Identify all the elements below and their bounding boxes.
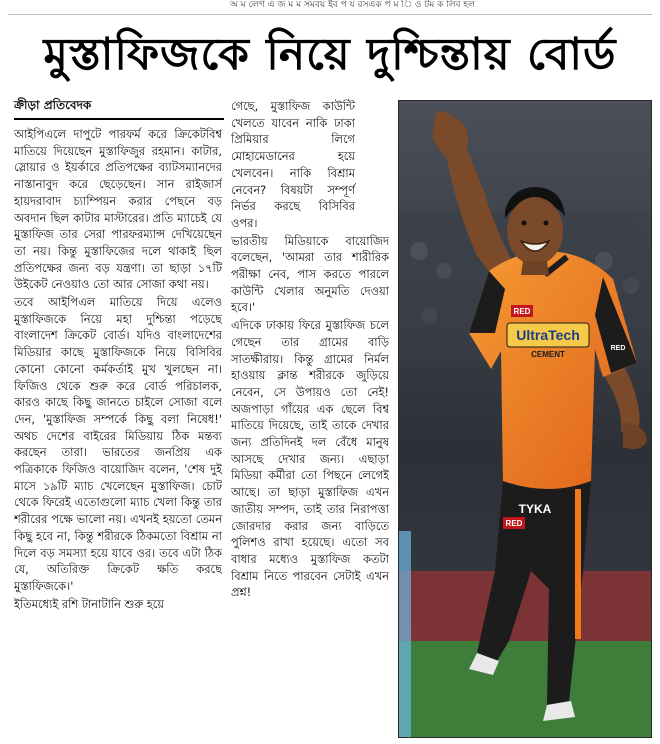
chest-brand-label: RED <box>513 307 531 316</box>
page-headline: মুস্তাফিজকে নিয়ে দুশ্চিন্তায় বোর্ড <box>43 29 617 80</box>
boundary-rope <box>399 531 411 738</box>
article-paragraph: ভারতীয় মিডিয়াকে বায়োজিদ বলেছেন, 'আমরা তার শারীরিক পরীক্ষা নেব, পাস করতে পারলে কাউন্টি খেলার অনুমতি দেওয়া হবে।' <box>231 233 389 315</box>
top-strip-text: অ ম লেগ এ জ ম ম সমবয় ইব প য রসএক প ম ি ও টম ক লিব হল <box>230 0 475 10</box>
top-divider <box>8 14 652 15</box>
player-photo <box>398 100 652 738</box>
article-paragraph: এদিকে ঢাকায় ফিরে মুস্তাফিজ চলে গেছেন তার গ্রামের বাড়ি সাতক্ষীরায়। কিন্তু গ্রামের নির্মল হাওয়ায় ক্লান্ত শরীরকে জুড়িয়ে নেবেন, সে উপায়ও তো নেই! অজপাড়া গাঁয়ের এক ছেলে বিশ্ব মাতিয়ে দিয়েছে, তাই তাকে দেখার জন্য প্রতিদিনই দল বেঁধে মানুষ আসছে দেখার জন্য। এছাড়া মিডিয়া কর্মীরা তো পিছনে লেগেই আছে। তা ছাড়া মুস্তাফিজ এখন জাতীয় সম্পদ, তাই তার নিরাপত্তা জোরদার করার জন্য বাড়িতে পুলিশও রাখা হয়েছে। এতো সব বাধার মধ্যেও মুস্তাফিজ কতটা বিশ্রাম নিতে পারবেন সেটাই এখন প্রশ্ন! <box>231 318 389 600</box>
trousers-logo-label: RED <box>505 519 523 528</box>
player-illustration <box>399 101 652 738</box>
pitch-grass <box>399 641 652 738</box>
player-neck <box>521 261 549 275</box>
player-eye-left <box>522 221 527 226</box>
byline-underline <box>14 118 224 120</box>
article-paragraph: ইতিমধ্যেই রশি টানাটানি শুরু হয়ে <box>14 596 164 611</box>
player-face <box>507 197 563 265</box>
player-eye-right <box>544 221 549 226</box>
sponsor-sublabel: CEMENT <box>531 350 565 359</box>
article-column-middle <box>231 98 389 738</box>
article-paragraph: গেছে, মুস্তাফিজ কাউন্টি খেলতে যাবেন নাকি ঢাকা প্রিমিয়ার লিগে মোহামেডানের হয়ে খেলবেন। নাকি বিশ্রাম নেবেন? বিষয়টা সম্পূর্ণ নির্ভর করছে বিসিবির ওপর। <box>231 99 355 230</box>
article-paragraph: আইপিএলে দাপুটে পারফর্ম করে ক্রিকেটবিশ্ব মাতিয়ে দিয়েছেন মুস্তাফিজুর রহমান। কাটার, স্লোয়ার ও ইয়র্কারে প্রতিপক্ষের ব্যাটসম্যানদের নাস্তানাবুদ করে ছেড়েছেন। সান রাইজার্স হায়দরাবাদ চ্যাম্পিয়ন করার পেছনে বড় অবদান ছিল কাটার মাস্টারের। প্রতি ম্যাচেই যে মুস্তাফিজ তার সেরা পারফরম্যান্স দেখিয়েছেন তা নয়। কিন্তু মুস্তাফিজের দলে থাকাই ছিল প্রতিপক্ষের জন্য বড় যন্ত্রণা। তা ছাড়া ১৭টি উইকেট নেওয়াও তো আর সোজা কথা নয়। <box>14 127 222 292</box>
sleeve-label: RED <box>610 345 626 352</box>
sponsor-label: UltraTech <box>516 327 580 343</box>
byline: ক্রীড়া প্রতিবেদক <box>14 98 92 112</box>
trousers-orange-stripe <box>575 489 581 639</box>
kit-brand-label: TYKA <box>518 502 552 516</box>
article-column-left <box>14 126 222 738</box>
article-paragraph: তবে আইপিএল মাতিয়ে দিয়ে এলেও মুস্তাফিজকে নিয়ে মহা দুশ্চিন্তা পড়েছে বাংলাদেশ ক্রিকেট বোর্ড। যদিও বাংলাদেশের মিডিয়ার কাছে মুস্তাফিজকে নিয়ে বিসিবির কোনো কোনো কর্মকর্তাই মুখ খুলছেন না। ফিজিও থেকে শুরু করে বোর্ড পরিচালক, কারও কাছে কিছু জানতে চাইলে সোজা বলে দেন, 'মুস্তাফিজ সম্পর্কে কিছু বলা নিষেধ!' অথচ দেশের বাইরের মিডিয়ায় ঠিক মন্তব্য করছেন তারা। ভারতের জনপ্রিয় এক পত্রিকাকে ফিজিও বায়োজিদ বলেন, 'শেষ দুই মাসে ১৯টি ম্যাচ খেলেছেন মুস্তাফিজ। চোট থেকে ফিরেই এতোগুলো ম্যাচ খেলা কিন্তু তার শরীরের পক্ষে ভালো নয়। এখনই হয়তো তেমন কিছু হবে না, কিন্তু শরীরকে ঠিকমতো বিশ্রাম না দিলে বড় সমস্যা হয়ে যাবে ওর। তবে এটা ঠিক যে, অতিরিক্ত ক্রিকেট ক্ষতি করছে মুস্তাফিজকে।' <box>14 295 222 593</box>
